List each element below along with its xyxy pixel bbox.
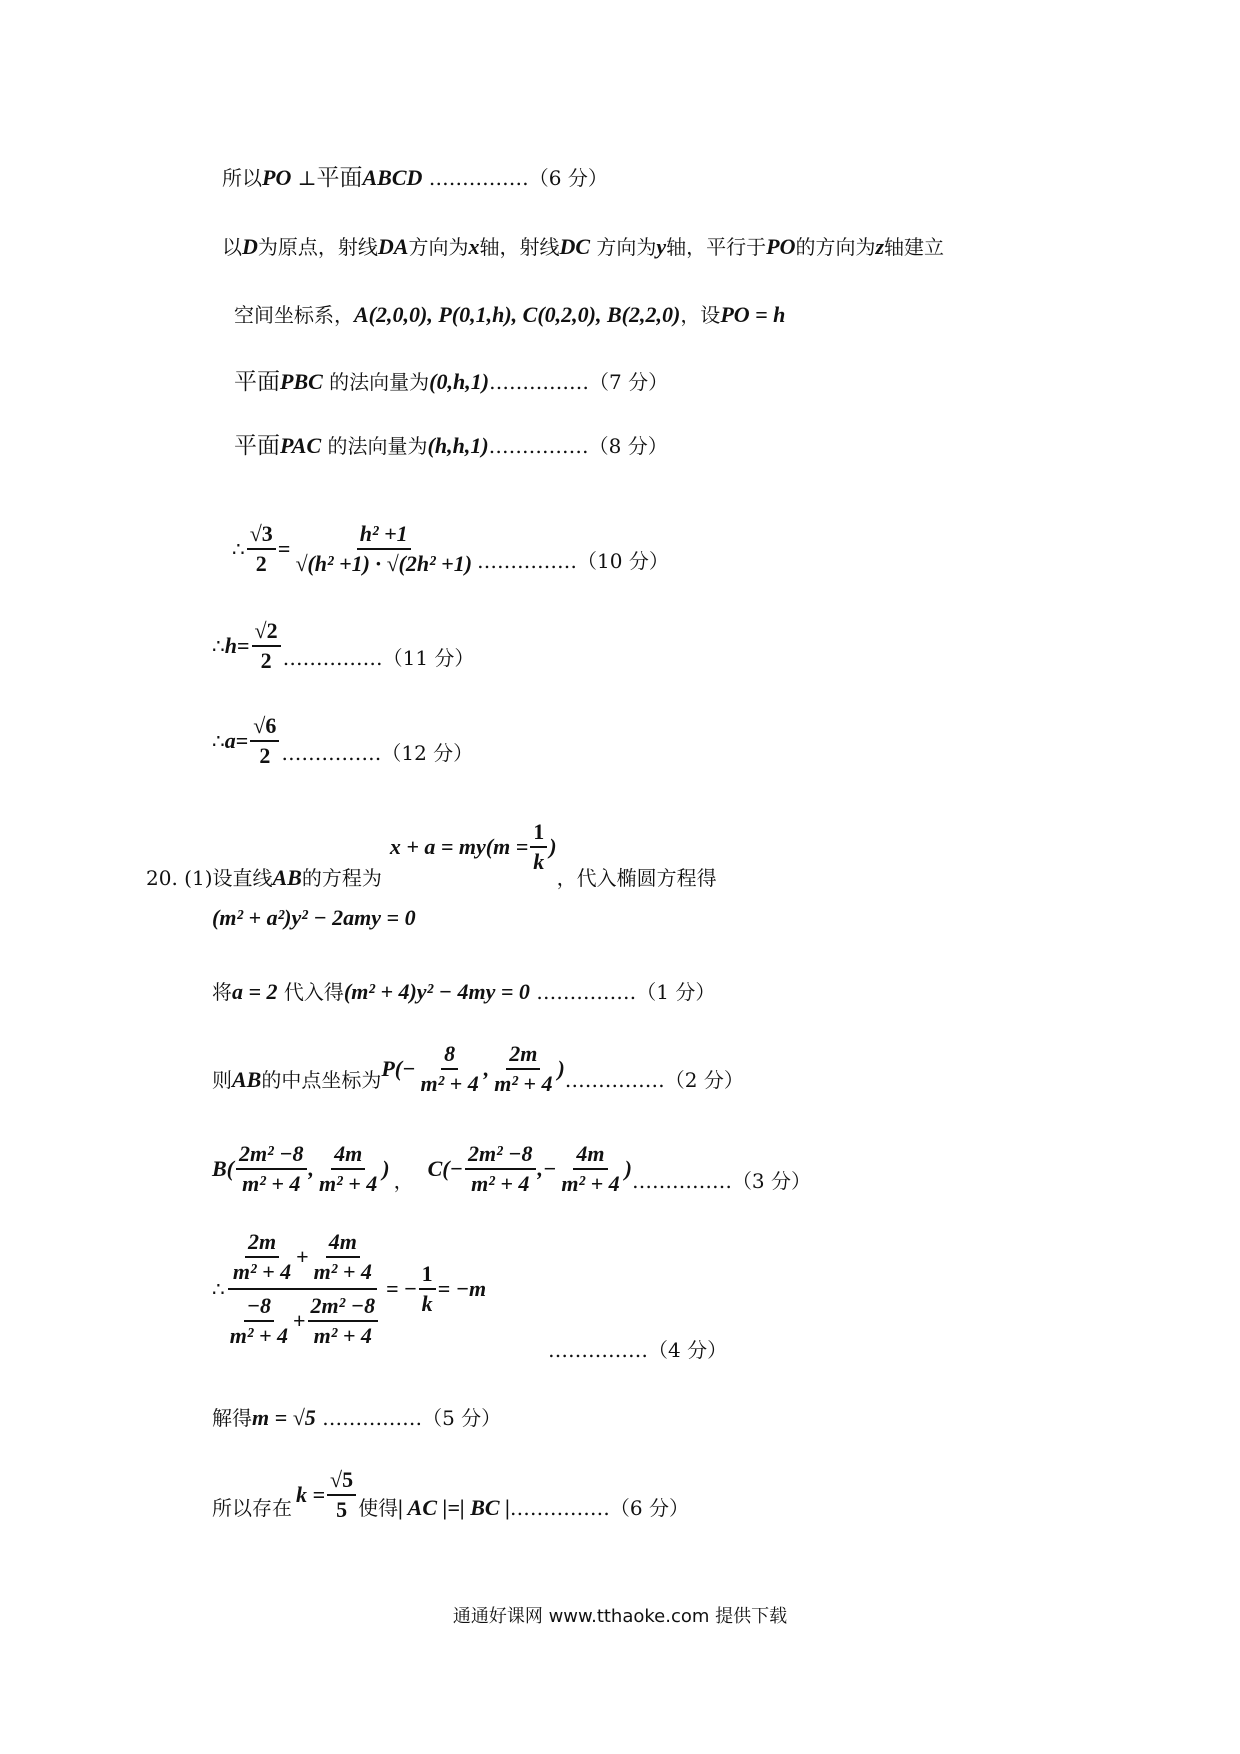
text: 则 (212, 1068, 232, 1092)
score: （1 分） (636, 980, 716, 1004)
score: （3 分） (731, 1169, 812, 1193)
denominator: m² + 4 (232, 1259, 292, 1284)
score: （11 分） (382, 646, 475, 670)
numerator: √6 (250, 712, 279, 742)
question-number: 20. (1)设直线 (146, 866, 273, 890)
numerator (228, 1228, 377, 1290)
line-8 (212, 712, 473, 770)
equals: = (235, 728, 249, 753)
math: PAC (280, 433, 322, 458)
text: 的法向量为 (329, 370, 430, 394)
equation: (m² + 4)y² − 4my = 0 (343, 979, 530, 1004)
numerator: √3 (247, 520, 276, 550)
math: z (875, 234, 885, 259)
fraction (316, 1140, 380, 1198)
score: （6 分） (528, 166, 608, 190)
normal-vector: (h,h,1) (427, 433, 489, 458)
denominator: m² + 4 (313, 1323, 372, 1348)
fraction (417, 1040, 481, 1098)
denominator: m² + 4 (229, 1323, 288, 1348)
math: PO (766, 234, 796, 259)
denominator (225, 1290, 380, 1350)
variable: a (224, 728, 236, 753)
line-12 (212, 1040, 744, 1096)
fraction (292, 520, 475, 578)
numerator: 2m (245, 1228, 279, 1258)
text: 方向为 (408, 235, 469, 259)
equals: = (236, 633, 250, 658)
equals: = (277, 536, 291, 561)
math: AB (232, 1067, 262, 1092)
line-equation (390, 818, 557, 876)
fraction (236, 1140, 307, 1198)
score: （4 分） (648, 1338, 728, 1362)
midpoint (381, 1040, 564, 1098)
text: ，代入椭圆方程得 (556, 866, 717, 890)
text: 轴，平行于 (666, 235, 767, 259)
fraction (227, 1292, 291, 1350)
variable: h (224, 633, 237, 658)
text: 方向为 (596, 235, 657, 259)
text: 平面 (234, 369, 280, 395)
leader-dots: …………… (489, 370, 590, 394)
numerator: 2m² −8 (308, 1292, 379, 1322)
line-1 (222, 166, 608, 190)
line-5 (234, 434, 668, 458)
leader-dots: …………… (428, 166, 529, 190)
math: DA (377, 234, 409, 259)
math: ) (557, 1056, 565, 1081)
leader-dots: …………… (509, 1496, 610, 1520)
text: 解得 (212, 1406, 252, 1430)
denominator: m² + 4 (319, 1171, 378, 1196)
math: B( (212, 1156, 234, 1181)
text: 平面 (234, 433, 280, 459)
math: PO (262, 165, 292, 190)
text: 使得 (358, 1496, 399, 1520)
math: m = √5 (252, 1405, 316, 1430)
fraction (558, 1140, 622, 1198)
text: 的方程为 (301, 866, 382, 890)
denominator: m² + 4 (494, 1071, 553, 1096)
denominator: m² + 4 (313, 1259, 372, 1284)
leader-dots: …………… (488, 434, 589, 458)
text: 将 (212, 980, 232, 1004)
numerator: 2m (506, 1040, 540, 1070)
math: D (242, 234, 258, 259)
fraction (530, 818, 547, 876)
fraction (308, 1292, 379, 1350)
leader-dots: …………… (631, 1169, 732, 1193)
score: （10 分） (577, 549, 669, 573)
math: ) (382, 1156, 390, 1181)
comma: ,− (537, 1156, 557, 1181)
leader-dots: …………… (564, 1068, 665, 1092)
numerator: 1 (419, 1260, 436, 1290)
line-2 (222, 235, 944, 259)
fraction (465, 1140, 536, 1198)
fraction (419, 1260, 436, 1318)
therefore-symbol: ∴ (212, 729, 225, 753)
text: 的中点坐标为 (261, 1068, 382, 1092)
line-13 (212, 1140, 811, 1198)
math: | AC |=| BC | (398, 1495, 510, 1520)
k-value (296, 1466, 358, 1524)
complex-fraction (225, 1228, 380, 1350)
comma: , (308, 1156, 315, 1181)
numerator: h² +1 (357, 520, 411, 550)
denominator: 5 (336, 1497, 348, 1522)
numerator: 8 (441, 1040, 458, 1070)
text: 所以存在 (212, 1496, 292, 1520)
fraction (250, 712, 279, 770)
plus: + (292, 1308, 306, 1333)
text: 为原点，射线 (257, 235, 378, 259)
text: ， (393, 1169, 414, 1193)
text: 以 (222, 235, 242, 259)
score: （2 分） (664, 1068, 744, 1092)
fraction (327, 1466, 356, 1524)
score: （6 分） (609, 1496, 690, 1520)
numerator: 4m (326, 1228, 360, 1258)
leader-dots: …………… (282, 646, 383, 670)
numerator: 1 (530, 818, 547, 848)
text: ，设 (680, 303, 721, 327)
fraction (230, 1228, 294, 1286)
fraction (491, 1040, 555, 1098)
math: ) (624, 1156, 632, 1181)
denominator: 2 (260, 648, 272, 673)
denominator: m² + 4 (420, 1071, 479, 1096)
numerator: √5 (327, 1466, 356, 1496)
therefore-symbol: ∴ (212, 634, 225, 658)
line-14 (212, 1228, 486, 1350)
fraction (247, 520, 276, 578)
math: P(− (381, 1056, 416, 1081)
line-14-score (548, 1338, 727, 1362)
math: x (468, 234, 480, 259)
line-10 (212, 906, 416, 930)
score: （8 分） (588, 434, 668, 458)
math: k = (296, 1482, 326, 1507)
denominator: k (533, 849, 545, 874)
score: （7 分） (589, 370, 669, 394)
leader-dots: …………… (477, 549, 578, 573)
numerator: −8 (244, 1292, 274, 1322)
denominator: m² + 4 (242, 1171, 301, 1196)
text: 所以 (222, 166, 262, 190)
math: C(− (427, 1156, 463, 1181)
therefore-symbol: ∴ (212, 1277, 225, 1301)
text: 空间坐标系， (234, 303, 354, 327)
equals: = − (386, 1276, 417, 1301)
text: 轴建立 (884, 235, 945, 259)
math: DC (559, 234, 591, 259)
math: y (656, 234, 667, 259)
therefore-symbol: ∴ (232, 537, 245, 561)
denominator: m² + 4 (471, 1171, 530, 1196)
math: ABCD (362, 165, 423, 190)
page-footer: 通通好课网 www.tthaoke.com 提供下载 (452, 1606, 788, 1627)
math: a = 2 (232, 979, 278, 1004)
comma: , (483, 1056, 490, 1081)
text: 平面 (316, 165, 363, 191)
line-4 (234, 370, 668, 394)
denominator: k (421, 1291, 433, 1316)
score: （5 分） (422, 1406, 502, 1430)
line-9 (146, 818, 717, 890)
coordinates: A(2,0,0), P(0,1,h), C(0,2,0), B(2,2,0) (354, 302, 681, 327)
math: = −m (437, 1276, 487, 1301)
perp-symbol: ⊥ (297, 166, 317, 190)
denominator: 2 (259, 743, 271, 768)
line-6 (232, 520, 669, 578)
leader-dots: …………… (281, 741, 382, 765)
fraction (311, 1228, 375, 1286)
line-3 (234, 303, 785, 327)
math: ) (549, 834, 557, 859)
leader-dots: …………… (548, 1338, 648, 1362)
line-15 (212, 1406, 501, 1430)
math: AB (272, 865, 302, 890)
score: （12 分） (381, 741, 474, 765)
text: 的方向为 (795, 235, 876, 259)
plus: + (296, 1244, 309, 1269)
normal-vector: (0,h,1) (429, 369, 490, 394)
numerator: √2 (252, 617, 281, 647)
math: PO = h (720, 302, 786, 327)
line-16 (212, 1466, 689, 1520)
fraction (252, 617, 281, 675)
denominator: 2 (255, 551, 267, 576)
line-7 (212, 617, 474, 675)
math: PBC (280, 369, 323, 394)
denominator: m² + 4 (561, 1171, 620, 1196)
numerator: 4m (331, 1140, 365, 1170)
equation: (m² + a²)y² − 2amy = 0 (212, 905, 416, 930)
text: 的法向量为 (327, 434, 428, 458)
line-11 (212, 980, 715, 1004)
leader-dots: …………… (322, 1406, 423, 1430)
numerator: 4m (573, 1140, 607, 1170)
math: x + a = my(m = (389, 834, 529, 859)
numerator: 2m² −8 (236, 1140, 307, 1170)
numerator: 2m² −8 (465, 1140, 536, 1170)
text: 轴，射线 (479, 235, 560, 259)
denominator: √(h² +1) · √(2h² +1) (295, 551, 473, 576)
text: 代入得 (283, 980, 344, 1004)
leader-dots: …………… (536, 980, 637, 1004)
